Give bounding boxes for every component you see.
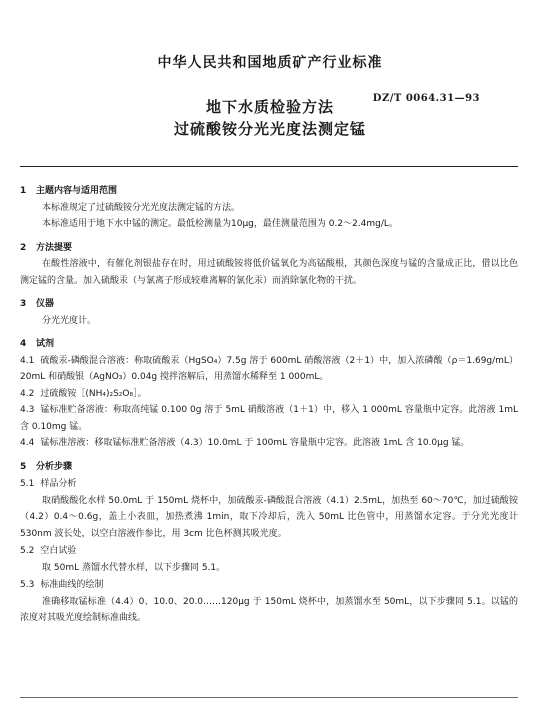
section-1-paragraph-2: 本标准适用于地下水中锰的测定。最低检测量为10μg，最佳测量范围为 0.2～2.4mg/L。: [42, 219, 398, 229]
bottom-divider: [20, 697, 518, 698]
section-4-heading: 4 试剂: [20, 339, 55, 349]
document-title-line2: 过硫酸铵分光光度法测定锰: [173, 120, 366, 138]
standard-category-title: 中华人民共和国地质矿产行业标准: [157, 55, 383, 71]
section-5-heading: 5 分析步骤: [20, 461, 73, 472]
section-1-heading: 1 主题内容与适用范围: [20, 186, 118, 196]
document-title-line1: 地下水质检验方法: [205, 98, 334, 116]
subsection-5-3-paragraph: 准确移取锰标准（4.4）0、10.0、20.0……120μg 于 150mL 烧杯中，加蒸馏水至 50mL，以下步骤同 5.1。以锰的浓度对其吸光度绘制标准曲线。: [20, 596, 518, 623]
document-body: [20, 180, 518, 627]
subsection-5-1-paragraph: 取硝酸酸化水样 50.0mL 于 150mL 烧杯中，加硫酸汞-磷酸混合溶液（4.1）2.5mL，加热至 60～70℃，加过硫酸铵（4.2）0.4～0.6g，盖上小表皿，加热煮沸 1min，取下冷却后，洗入 50mL 比色管中，用蒸馏水定容。于分光光度计 530nm 波长处，以空白溶液作参比，用 3cm 比色杯测其吸光度。: [20, 495, 518, 539]
subsection-5-1-heading: 5.1 样品分析: [20, 479, 77, 489]
reagent-item: 4.1 硫酸汞-磷酸混合溶液：称取硫酸汞（HgSO₄）7.5g 溶于 600mL 硝酸溶液（2＋1）中，加入浓磷酸（ρ＝1.69g/mL）20mL 和硝酸银（AgNO₃）0.04g 搅拌溶解后，用蒸馏水稀释至 1 000mL。: [20, 355, 518, 382]
reagent-item: 4.2 过硫酸铵［(NH₄)₂S₂O₈］。: [20, 388, 147, 399]
section-1-paragraph-1: 本标准规定了过硫酸铵分光光度法测定锰的方法。: [42, 202, 241, 213]
section-2-paragraph: 在酸性溶液中，有催化剂银盐存在时，用过硫酸铵将低价锰氧化为高锰酸根，其颜色深度与锰的含量成正比，借以比色测定锰的含量。加入硫酸汞（与氯离子形成较难离解的氯化汞）而消除氯化物的干扰。: [20, 259, 518, 286]
reagent-item: 4.4 锰标准溶液：移取锰标准贮备溶液（4.3）10.0mL 于 100mL 容量瓶中定容。此溶液 1mL 含 10.0μg 锰。: [20, 438, 470, 448]
section-2-heading: 2 方法提要: [20, 242, 73, 253]
header-divider: [20, 166, 518, 167]
subsection-5-3-heading: 5.3 标准曲线的绘制: [20, 580, 104, 590]
reagent-item: 4.3 锰标准贮备溶液：称取高纯锰 0.100 0g 溶于 5mL 硝酸溶液（1＋1）中，移入 1 000mL 容量瓶中定容。此溶液 1mL 含 0.10mg 锰。: [20, 405, 518, 432]
section-3-heading: 3 仪器: [20, 299, 55, 309]
standard-code: DZ/T 0064.31—93: [372, 93, 480, 104]
section-3-paragraph: 分光光度计。: [42, 315, 97, 326]
subsection-5-2-paragraph: 取 50mL 蒸馏水代替水样，以下步骤同 5.1。: [42, 562, 226, 573]
subsection-5-2-heading: 5.2 空白试验: [20, 546, 77, 556]
